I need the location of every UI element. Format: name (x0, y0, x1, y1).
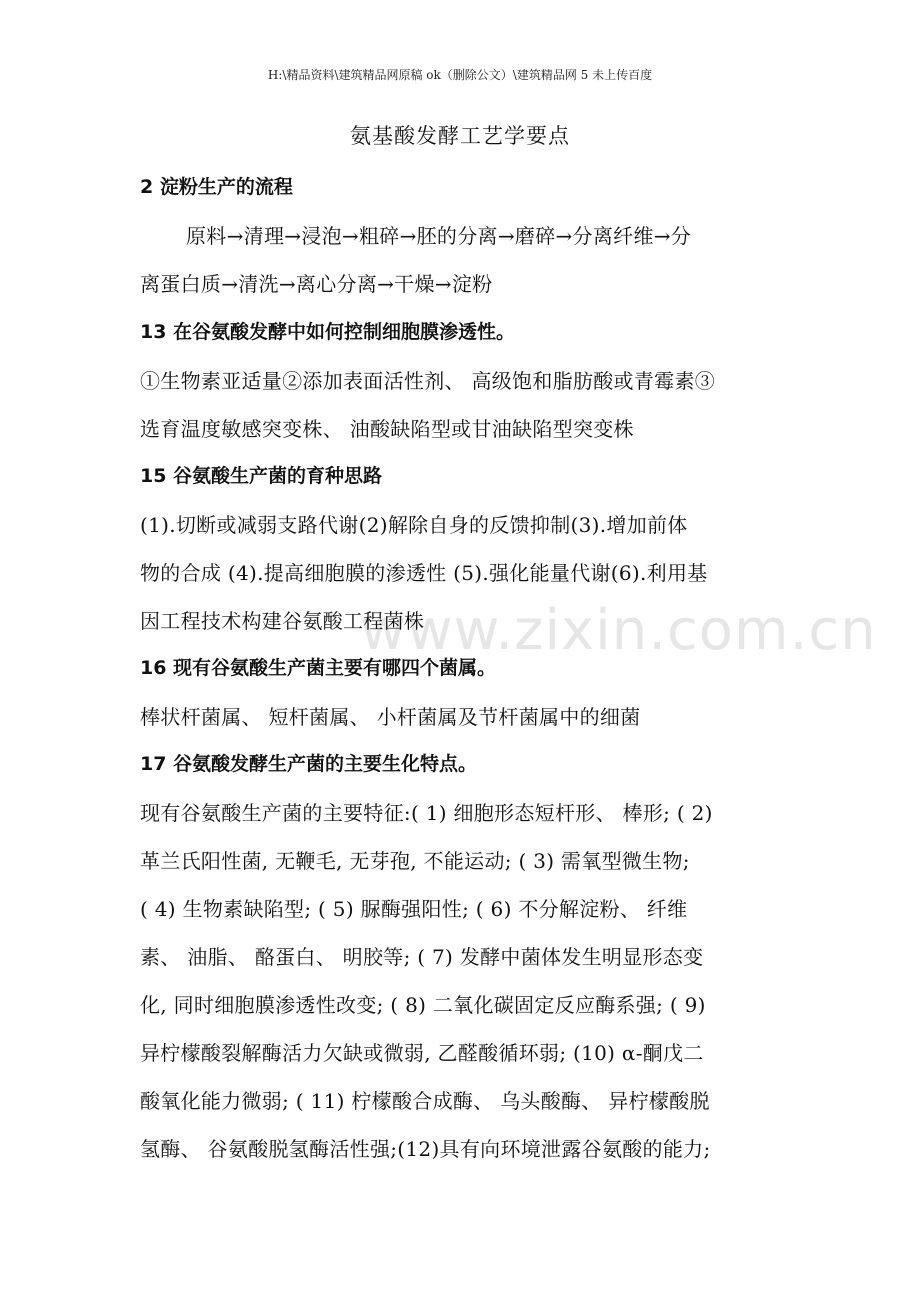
section-heading: 17 谷氨酸发酵生产菌的主要生化特点。 (140, 753, 478, 775)
section-heading: 2 淀粉生产的流程 (140, 176, 293, 198)
watermark: www.zixin.com.cn (360, 598, 877, 663)
paragraph-line: 现有谷氨酸生产菌的主要特征:( 1) 细胞形态短杆形、 棒形; ( 2) (140, 801, 713, 825)
paragraph-line: 选育温度敏感突变株、 油酸缺陷型或甘油缺陷型突变株 (140, 417, 634, 441)
section-heading: 16 现有谷氨酸生产菌主要有哪四个菌属。 (140, 657, 497, 679)
paragraph-line: 氢酶、 谷氨酸脱氢酶活性强;(12)具有向环境泄露谷氨酸的能力; (140, 1137, 711, 1161)
document-title: 氨基酸发酵工艺学要点 (350, 124, 570, 148)
paragraph-line: 物的合成 (4).提高细胞膜的渗透性 (5).强化能量代谢(6).利用基 (140, 561, 708, 585)
paragraph-line: 酸氧化能力微弱; ( 11) 柠檬酸合成酶、 乌头酸酶、 异柠檬酸脱 (140, 1089, 710, 1113)
section-heading: 13 在谷氨酸发酵中如何控制细胞膜渗透性。 (140, 321, 516, 343)
paragraph-line: 离蛋白质→清洗→离心分离→干燥→淀粉 (140, 272, 493, 296)
paragraph-line: 革兰氏阳性菌, 无鞭毛, 无芽孢, 不能运动; ( 3) 需氧型微生物; (140, 849, 690, 873)
paragraph-line: 素、 油脂、 酪蛋白、 明胶等; ( 7) 发酵中菌体发生明显形态变 (140, 945, 704, 969)
paragraph-line: (1).切断或减弱支路代谢(2)解除自身的反馈抑制(3).增加前体 (140, 513, 688, 537)
paragraph-line: 化, 同时细胞膜渗透性改变; ( 8) 二氧化碳固定反应酶系强; ( 9) (140, 993, 706, 1017)
paragraph-line: ( 4) 生物素缺陷型; ( 5) 脲酶强阳性; ( 6) 不分解淀粉、 纤维 (140, 897, 688, 921)
section-heading: 15 谷氨酸生产菌的育种思路 (140, 465, 383, 487)
paragraph-line: 棒状杆菌属、 短杆菌属、 小杆菌属及节杆菌属中的细菌 (140, 705, 641, 729)
file-path-header: H:\精品资料\建筑精品网原稿 ok（删除公文）\建筑精品网 5 未上传百度 (267, 68, 653, 82)
paragraph-line: ①生物素亚适量②添加表面活性剂、 高级饱和脂肪酸或青霉素③ (140, 369, 716, 393)
paragraph-line: 因工程技术构建谷氨酸工程菌株 (140, 609, 425, 633)
paragraph-line: 原料→清理→浸泡→粗碎→胚的分离→磨碎→分离纤维→分 (186, 224, 692, 248)
paragraph-line: 异柠檬酸裂解酶活力欠缺或微弱, 乙醛酸循环弱; (10) α-酮戊二 (140, 1041, 704, 1065)
